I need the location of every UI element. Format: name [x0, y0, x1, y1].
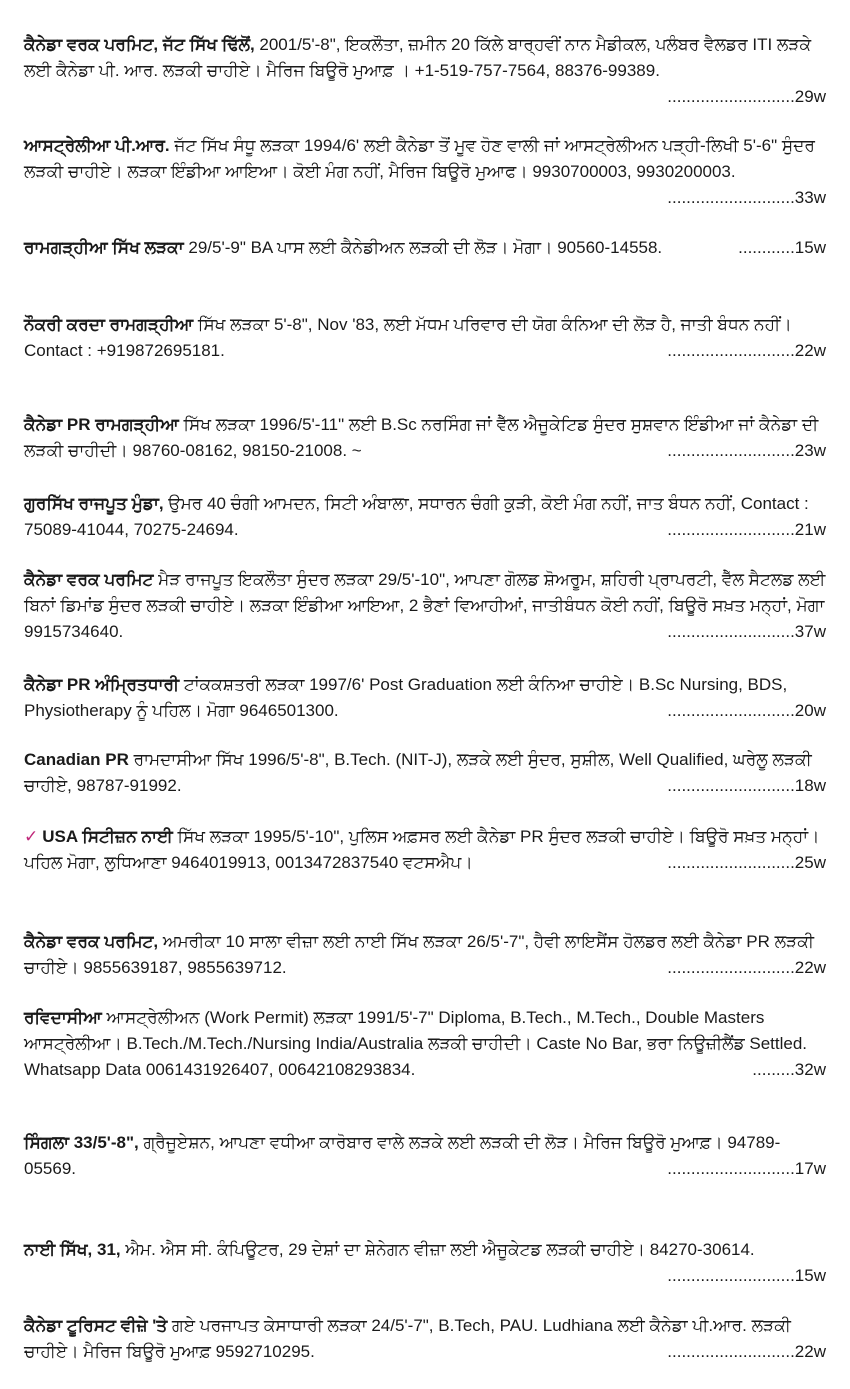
ad-code: ............15w — [738, 238, 826, 257]
ad-code: ...........................37w — [667, 622, 826, 641]
ad-text: ਐਮ. ਐਸ ਸੀ. ਕੰਪਿਊਟਰ, 29 ਦੇਸ਼ਾਂ ਦਾ ਸ਼ੇਨੇਗਨ ਵੀਜ਼ਾ ਲਈ ਐਜੂਕੇਟਡ ਲੜਕੀ ਚਾਹੀਏ। 84270-30614. — [120, 1240, 755, 1259]
classified-ad-3 — [24, 235, 826, 261]
ad-code: ...........................15w — [667, 1266, 826, 1285]
ad-code: ...........................18w — [667, 776, 826, 795]
ad-text: ਅਮਰੀਕਾ 10 ਸਾਲਾ ਵੀਜ਼ਾ ਲਈ ਨਾਈ ਸਿੱਖ ਲੜਕਾ 26/5'-7", ਹੈਵੀ ਲਾਇਸੈਂਸ ਹੋਲਡਰ ਲਈ ਕੈਨੇਡਾ PR ਲੜਕੀ ਚਾਹੀਏ। 9855639187, 9855639712. — [24, 932, 814, 977]
ad-heading: ਕੈਨੇਡਾ PR ਅੰਮ੍ਰਿਤਧਾਰੀ — [24, 675, 180, 694]
ad-text: 29/5'-9" BA ਪਾਸ ਲਈ ਕੈਨੇਡੀਅਨ ਲੜਕੀ ਦੀ ਲੋੜ। ਮੋਗਾ। 90560-14558. — [183, 238, 663, 257]
ad-text: ਮੈੜ ਰਾਜਪੂਤ ਇਕਲੌਤਾ ਸੁੰਦਰ ਲੜਕਾ 29/5'-10", ਆਪਣਾ ਗੋਲਡ ਸ਼ੋਅਰੂਮ, ਸ਼ਹਿਰੀ ਪ੍ਰਾਪਰਟੀ, ਵੈੱਲ ਸੈਟਲਡ ਲਈ ਬਿਨਾਂ ਡਿਮਾਂਡ ਸੁੰਦਰ ਲੜਕੀ ਚਾਹੀਏ। ਲੜਕਾ ਇੰਡੀਆ ਆਇਆ, 2 ਭੈਣਾਂ ਵਿਆਹੀਆਂ, ਜਾਤੀਬੰਧਨ ਕੋਈ ਨਹੀਂ, ਬਿਊਰੋ ਸਖ਼ਤ ਮਨ੍ਹਾਂ, ਮੋਗਾ 9915734640. — [24, 570, 826, 641]
ad-heading: ਰਾਮਗੜ੍ਹੀਆ ਸਿੱਖ ਲੜਕਾ — [24, 238, 184, 257]
classified-ad-12 — [24, 1005, 826, 1083]
ad-text: ਆਸਟ੍ਰੇਲੀਅਨ (Work Permit) ਲੜਕਾ 1991/5'-7" Diploma, B.Tech., M.Tech., Double Masters ਆਸਟ੍ਰੇਲੀਆ। B.Tech./M.Tech./Nursing India/Australia ਲੜਕੀ ਚਾਹੀਦੀ। Caste No Bar, ਭਰਾ ਨਿਊਜ਼ੀਲੈਂਡ Settled. Whatsapp Data 0061431926407, 00642108293834. — [24, 1008, 808, 1079]
check-mark-icon: ✓ — [24, 827, 39, 846]
ad-heading: ਰਵਿਦਾਸੀਆ — [24, 1008, 102, 1027]
classified-ad-2 — [24, 133, 826, 211]
classified-ad-8 — [24, 672, 826, 724]
ad-heading: ਨਾਈ ਸਿੱਖ, 31, — [24, 1240, 121, 1259]
ad-code: ...........................25w — [667, 853, 826, 872]
classified-ad-7 — [24, 567, 826, 645]
ad-heading: ਕੈਨੇਡਾ PR ਰਾਮਗੜ੍ਹੀਆ — [24, 415, 179, 434]
ad-text: ਸਿੱਖ ਲੜਕਾ 1995/5'-10", ਪੁਲਿਸ ਅਫ਼ਸਰ ਲਈ ਕੈਨੇਡਾ PR ਸੁੰਦਰ ਲੜਕੀ ਚਾਹੀਏ। ਬਿਊਰੋ ਸਖ਼ਤ ਮਨ੍ਹਾਂ। ਪਹਿਲ ਮੋਗਾ, ਲੁਧਿਆਣਾ 9464019913, 0013472837540 ਵਟਸਐਪ। — [24, 827, 820, 872]
classified-ad-14 — [24, 1237, 826, 1289]
ad-text: 2001/5'-8", ਇਕਲੌਤਾ, ਜ਼ਮੀਨ 20 ਕਿੱਲੇ ਬਾਰ੍ਹਵੀਂ ਨਾਨ ਮੈਡੀਕਲ, ਪਲੰਬਰ ਵੈਲਡਰ ITI ਲੜਕੇ ਲਈ ਕੈਨੇਡਾ ਪੀ. ਆਰ. ਲੜਕੀ ਚਾਹੀਏ। ਮੈਰਿਜ ਬਿਊਰੋ ਮੁਆਫ਼ । +1-519-757-7564, 88376-99389. — [24, 35, 812, 80]
ad-heading: ਗੁਰਸਿੱਖ ਰਾਜਪੂਤ ਮੁੰਡਾ, — [24, 494, 164, 513]
ad-heading: ਕੈਨੇਡਾ ਵਰਕ ਪਰਮਿਟ, ਜੱਟ ਸਿੱਖ ਢਿੱਲੋਂ, — [24, 35, 255, 54]
ad-text: ਟਾਂਕਕਸ਼ਤਰੀ ਲੜਕਾ 1997/6' Post Graduation ਲਈ ਕੰਨਿਆ ਚਾਹੀਏ। B.Sc Nursing, BDS, Physiotherapy ਨੂੰ ਪਹਿਲ। ਮੋਗਾ 9646501300. — [24, 675, 788, 720]
ad-code: ...........................22w — [667, 341, 826, 360]
ad-heading: Canadian PR — [24, 750, 129, 769]
classified-ad-9 — [24, 747, 826, 799]
ad-text: ਸਿੱਖ ਲੜਕਾ 1996/5'-11" ਲਈ B.Sc ਨਰਸਿੰਗ ਜਾਂ ਵੈੱਲ ਐਜੂਕੇਟਿਡ ਸੁੰਦਰ ਸੁਸ਼ਵਾਨ ਇੰਡੀਆ ਜਾਂ ਕੈਨੇਡਾ ਦੀ ਲੜਕੀ ਚਾਹੀਦੀ। 98760-08162, 98150-21008. ~ — [24, 415, 819, 460]
ad-text: ਜੱਟ ਸਿੱਖ ਸੰਧੂ ਲੜਕਾ 1994/6' ਲਈ ਕੈਨੇਡਾ ਤੋਂ ਮੂਵ ਹੋਣ ਵਾਲੀ ਜਾਂ ਆਸਟ੍ਰੇਲੀਅਨ ਪੜ੍ਹੀ-ਲਿਖੀ 5'-6" ਸੁੰਦਰ ਲੜਕੀ ਚਾਹੀਏ। ਲੜਕਾ ਇੰਡੀਆ ਆਇਆ। ਕੋਈ ਮੰਗ ਨਹੀਂ, ਮੈਰਿਜ ਬਿਊਰੋ ਮੁਆਫ। 9930700003, 9930200003. — [24, 136, 815, 181]
ad-code: ...........................17w — [667, 1159, 826, 1178]
ad-code: ...........................21w — [667, 520, 826, 539]
ad-heading: ਕੈਨੇਡਾ ਵਰਕ ਪਰਮਿਟ, — [24, 932, 159, 951]
ad-text: ਉਮਰ 40 ਚੰਗੀ ਆਮਦਨ, ਸਿਟੀ ਅੰਬਾਲਾ, ਸਧਾਰਨ ਚੰਗੀ ਕੁੜੀ, ਕੋਈ ਮੰਗ ਨਹੀਂ, ਜਾਤ ਬੰਧਨ ਨਹੀਂ, Contact : 75089-41044, 70275-24694. — [24, 494, 809, 539]
ad-heading: ਨੌਕਰੀ ਕਰਦਾ ਰਾਮਗੜ੍ਹੀਆ — [24, 315, 194, 334]
ad-code: .........32w — [752, 1060, 826, 1079]
ad-code: ...........................33w — [667, 188, 826, 207]
ad-code: ...........................22w — [667, 1342, 826, 1361]
classified-ad-10 — [24, 824, 826, 876]
ad-code: ...........................29w — [667, 87, 826, 106]
ad-text: ਰਾਮਦਾਸੀਆ ਸਿੱਖ 1996/5'-8", B.Tech. (NIT-J), ਲੜਕੇ ਲਈ ਸੁੰਦਰ, ਸੁਸ਼ੀਲ, Well Qualified, ਘਰੇਲੂ ਲੜਕੀ ਚਾਹੀਏ, 98787-91992. — [24, 750, 812, 795]
ad-text: ਸਿੱਖ ਲੜਕਾ 5'-8", Nov '83, ਲਈ ਮੱਧਮ ਪਰਿਵਾਰ ਦੀ ਯੋਗ ਕੰਨਿਆ ਦੀ ਲੋੜ ਹੈ, ਜਾਤੀ ਬੰਧਨ ਨਹੀਂ। Contact : +919872695181. — [24, 315, 792, 360]
ad-heading: ਕੈਨੇਡਾ ਵਰਕ ਪਰਮਿਟ — [24, 570, 154, 589]
ad-text: ਗ੍ਰੈਜੂਏਸ਼ਨ, ਆਪਣਾ ਵਧੀਆ ਕਾਰੋਬਾਰ ਵਾਲੇ ਲੜਕੇ ਲਈ ਲੜਕੀ ਦੀ ਲੋੜ। ਮੈਰਿਜ ਬਿਊਰੋ ਮੁਆਫ਼। 94789-05569. — [24, 1133, 781, 1178]
classified-ad-1 — [24, 32, 826, 110]
ad-code: ...........................23w — [667, 441, 826, 460]
ad-text: ਗਏ ਪਰਜਾਪਤ ਕੇਸਾਧਾਰੀ ਲੜਕਾ 24/5'-7", B.Tech, PAU. Ludhiana ਲਈ ਕੈਨੇਡਾ ਪੀ.ਆਰ. ਲੜਕੀ ਚਾਹੀਏ। ਮੈਰਿਜ ਬਿਊਰੋ ਮੁਆਫ਼ 9592710295. — [24, 1316, 791, 1361]
ad-heading: ਕੈਨੇਡਾ ਟੂਰਿਸਟ ਵੀਜ਼ੇ 'ਤੇ — [24, 1316, 168, 1335]
classified-ad-15 — [24, 1313, 826, 1365]
ad-code: ...........................20w — [667, 701, 826, 720]
ad-code: ...........................22w — [667, 958, 826, 977]
classified-ad-11 — [24, 929, 826, 981]
classified-ad-6 — [24, 491, 826, 543]
classified-ad-4 — [24, 312, 826, 364]
classified-ad-13 — [24, 1130, 826, 1182]
ad-heading: ਆਸਟ੍ਰੇਲੀਆ ਪੀ.ਆਰ. — [24, 136, 170, 155]
ad-heading: ਸਿੰਗਲਾ 33/5'-8", — [24, 1133, 139, 1152]
ad-heading: USA ਸਿਟੀਜ਼ਨ ਨਾਈ — [42, 827, 173, 846]
classified-ad-5 — [24, 412, 826, 464]
